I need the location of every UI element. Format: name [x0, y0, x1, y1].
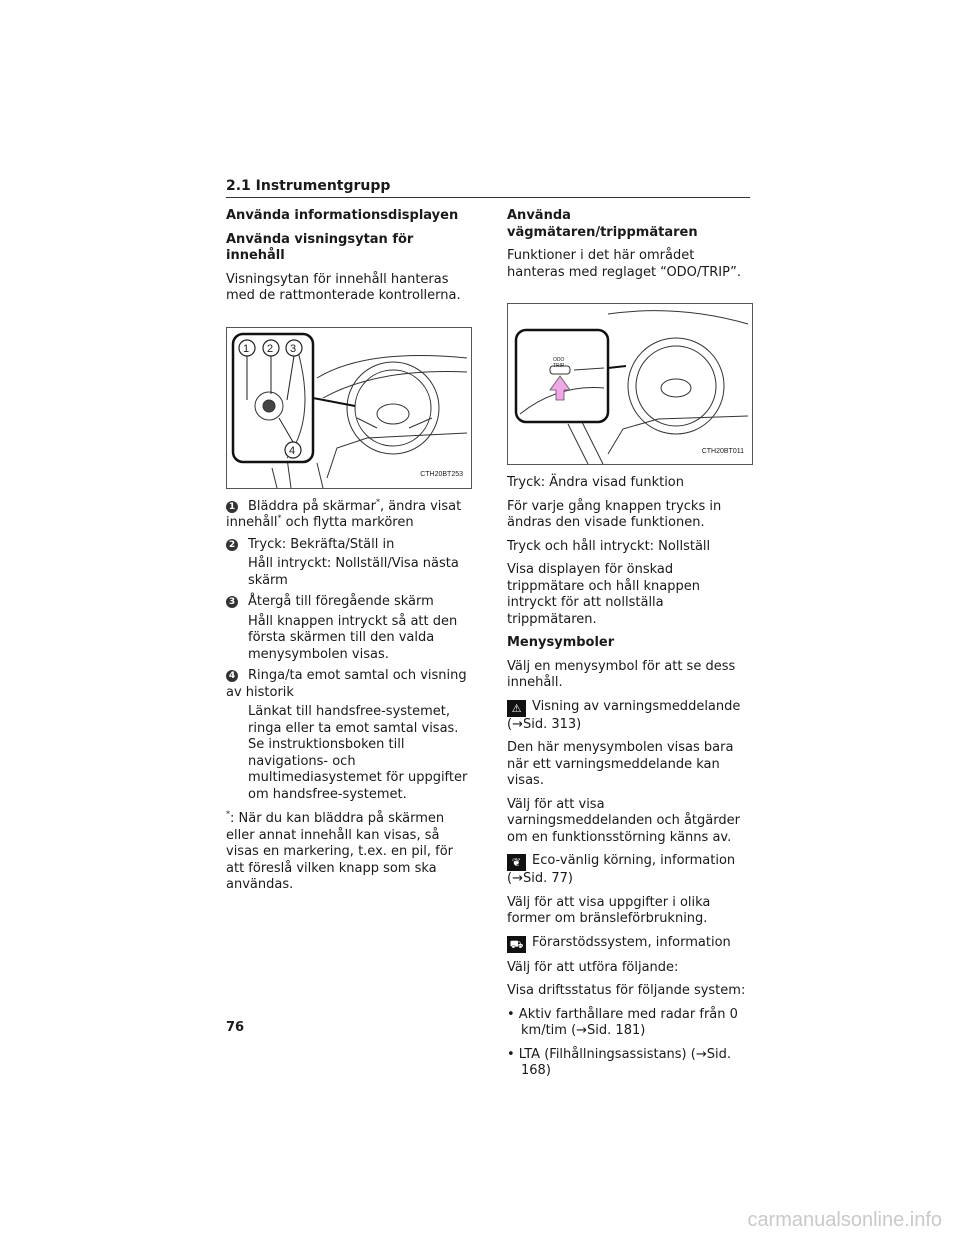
footnote	[226, 811, 470, 894]
warning-title: Visning av varningsmeddelande (→Sid. 313)	[507, 698, 741, 732]
callout-1: 1	[243, 342, 250, 355]
driver-assist-menu-item	[507, 935, 751, 953]
heading-content-area: Använda visningsytan för innehåll	[226, 231, 414, 263]
item-text: och flytta markören	[281, 515, 414, 530]
item-subtext: Länkat till handsfree-systemet, ringa eller ta emot samtal visas. Se instruktionsboken till navigations- och multimediasystemet för uppgifter om handsfree-systemet.	[248, 704, 468, 802]
figure-code: CTH20BT253	[420, 471, 463, 478]
heading-info-display: Använda informationsdisplayen	[226, 208, 459, 223]
section-header: 2.1 Instrumentgrupp	[226, 178, 750, 198]
list-item-4	[226, 668, 470, 803]
list-item-2	[226, 537, 470, 590]
driver-assist-title: Förarstödssystem, information	[532, 934, 731, 950]
callout-4: 4	[289, 444, 296, 457]
left-column	[226, 208, 470, 901]
number-badge: 1	[226, 501, 238, 513]
callout-2: 2	[267, 342, 274, 355]
item-subtext: Håll intryckt: Nollställ/Visa nästa skärm	[248, 556, 459, 588]
figure-code: CTH20BT011	[701, 447, 744, 455]
menu-heading: Menysymboler	[507, 635, 615, 650]
eco-menu-item	[507, 853, 751, 888]
eco-title: Eco-vänlig körning, information (→Sid. 77)	[507, 853, 736, 886]
driver-assist-desc-2: Visa driftsstatus för följande system:	[507, 983, 746, 998]
callout-3: 3	[290, 342, 297, 355]
car-driver-assist-icon: ⛟	[507, 936, 526, 953]
heading-odometer: Använda vägmätaren/trippmätaren	[507, 208, 698, 240]
bullet-item: • LTA (Filhållningsassistans) (→Sid. 168)	[507, 1046, 731, 1078]
page-number: 76	[226, 1020, 245, 1035]
text-hold-desc: Visa displayen för önskad trippmätare och håll knappen intryckt för att nollställa trippmätaren.	[507, 562, 700, 627]
text-press: Tryck: Ändra visad funktion	[507, 475, 684, 490]
right-column	[507, 208, 751, 1087]
bullet-item: • Aktiv farthållare med radar från 0 km/tim (→Sid. 181)	[507, 1006, 738, 1038]
list-item-1	[226, 499, 470, 532]
item-text: , ändra visat innehåll	[226, 498, 462, 530]
intro-text: Visningsytan för innehåll hanteras med de rattmonterade kontrollerna.	[226, 271, 461, 303]
asterisk: *	[226, 809, 230, 819]
eco-leaf-icon: ❦	[507, 854, 526, 871]
steering-controls-figure	[226, 327, 472, 489]
number-badge: 3	[226, 596, 238, 608]
warning-desc-1: Den här menysymbolen visas bara när ett varningsmeddelande kan visas.	[507, 740, 734, 788]
asterisk: *	[277, 513, 282, 523]
list-item-3	[226, 594, 470, 663]
warning-menu-item	[507, 699, 751, 734]
watermark: carmanualsonline.info	[747, 1209, 942, 1231]
odo-label: ODO	[553, 357, 565, 363]
text-press-desc: För varje gång knappen trycks in ändras den visade funktionen.	[507, 498, 722, 530]
number-badge: 2	[226, 539, 238, 551]
menu-intro: Välj en menysymbol för att se dess innehåll.	[507, 658, 736, 690]
item-text: Tryck: Bekräfta/Ställ in	[248, 536, 395, 552]
footnote-text: : När du kan bläddra på skärmen eller annat innehåll kan visas, så visas en markering, t.ex. en pil, för att föreslå vilken knapp som ska användas.	[226, 811, 454, 892]
trip-label: TRIP	[553, 363, 565, 369]
odo-trip-figure	[507, 303, 753, 465]
number-badge: 4	[226, 670, 238, 682]
warning-desc-2: Välj för att visa varningsmeddelanden och åtgärder om en funktionsstörning känns av.	[507, 796, 740, 845]
odo-intro: Funktioner i det här området hanteras med reglaget “ODO/TRIP”.	[507, 248, 742, 280]
item-subtext: Håll knappen intryckt så att den första skärmen till den valda menysymbolen visas.	[248, 613, 458, 662]
item-text: Bläddra på skärmar	[248, 498, 376, 514]
item-text: Ringa/ta emot samtal och visning av historik	[226, 668, 467, 700]
eco-desc: Välj för att visa uppgifter i olika former om bränsleförbrukning.	[507, 894, 711, 926]
driver-assist-desc-1: Välj för att utföra följande:	[507, 959, 679, 975]
asterisk: *	[375, 497, 380, 507]
item-text: Återgå till föregående skärm	[248, 594, 434, 609]
warning-triangle-icon: ⚠	[507, 700, 526, 717]
text-hold: Tryck och håll intryckt: Nollställ	[507, 538, 711, 554]
